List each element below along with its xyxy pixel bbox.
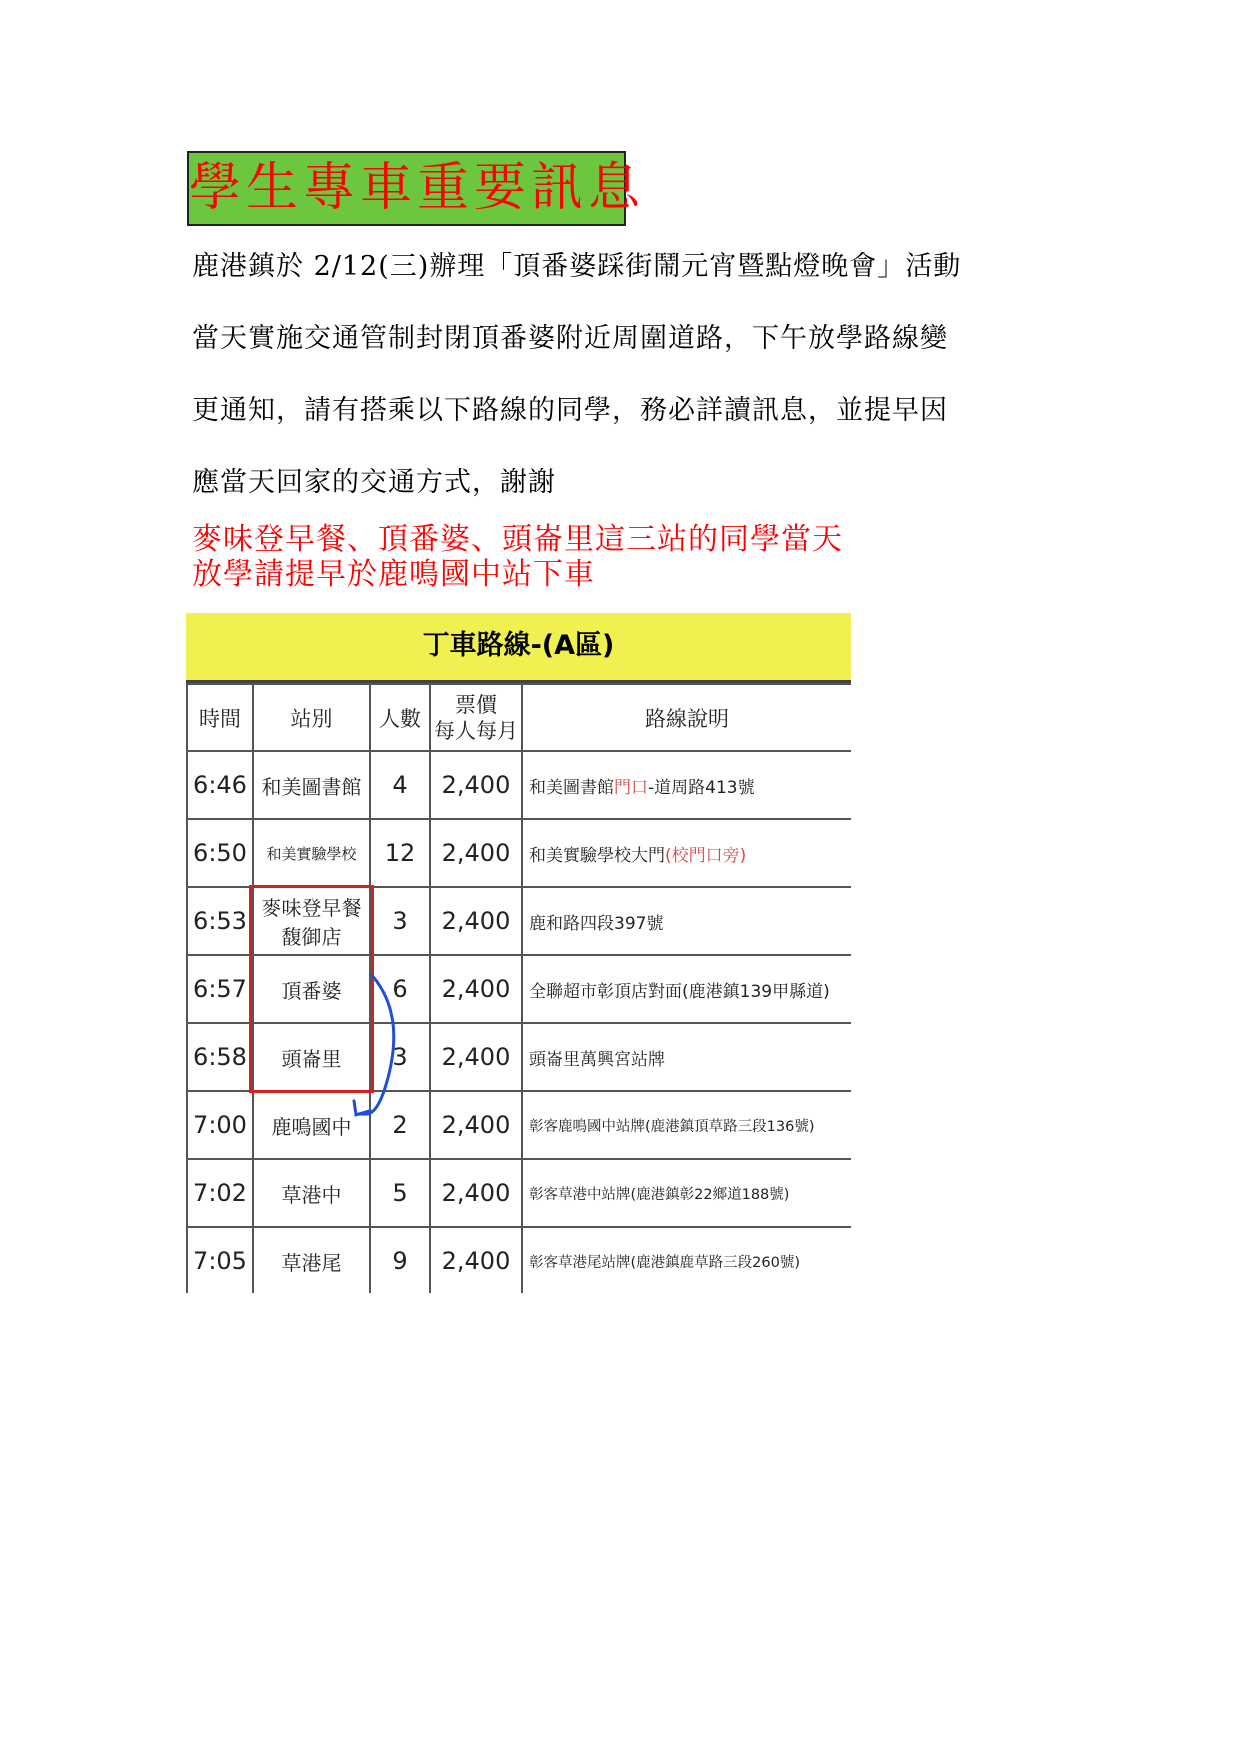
- header-fare-line2: 每人每月: [434, 718, 518, 743]
- notice-line-1: 麥味登早餐、頂番婆、頭崙里這三站的同學當天: [192, 522, 843, 557]
- header-stop: 站別: [253, 684, 370, 751]
- cell-description: [522, 819, 851, 887]
- cell-time: 6:58: [187, 1023, 253, 1091]
- cell-description: [522, 1091, 851, 1159]
- cell-fare: 2,400: [430, 751, 522, 819]
- cell-fare: 2,400: [430, 887, 522, 955]
- cell-stop: 頂番婆: [253, 955, 370, 1023]
- cell-fare: 2,400: [430, 1023, 522, 1091]
- cell-time: 6:50: [187, 819, 253, 887]
- cell-count: 3: [370, 1023, 430, 1091]
- table-row: [187, 819, 851, 887]
- header-description: 路線說明: [522, 684, 851, 751]
- cell-time: 7:00: [187, 1091, 253, 1159]
- cell-stop: 草港尾: [253, 1227, 370, 1293]
- page-title: 學生專車重要訊息: [187, 151, 626, 226]
- cell-count: 3: [370, 887, 430, 955]
- route-table-image: [186, 613, 851, 1293]
- header-time: 時間: [187, 684, 253, 751]
- table-row: [187, 1159, 851, 1227]
- cell-fare: 2,400: [430, 1227, 522, 1293]
- paragraph-line-4: 應當天回家的交通方式，謝謝: [192, 467, 556, 498]
- description-text: 和美實驗學校大門: [529, 845, 665, 866]
- cell-time: 7:05: [187, 1227, 253, 1293]
- header-fare-line1: 票價: [455, 692, 497, 717]
- cell-description: [522, 751, 851, 819]
- description-text: -道周路413號: [648, 777, 755, 798]
- table-row: [187, 887, 851, 955]
- cell-count: 9: [370, 1227, 430, 1293]
- header-count: 人數: [370, 684, 430, 751]
- cell-stop: 麥味登早餐 馥御店: [253, 887, 370, 955]
- table-row: [187, 1091, 851, 1159]
- paragraph-line-2: 當天實施交通管制封閉頂番婆附近周圍道路，下午放學路線變: [192, 323, 948, 354]
- cell-stop: 鹿鳴國中: [253, 1091, 370, 1159]
- cell-fare: 2,400: [430, 819, 522, 887]
- cell-description: [522, 1227, 851, 1293]
- cell-count: 4: [370, 751, 430, 819]
- cell-time: 6:53: [187, 887, 253, 955]
- header-fare: [430, 684, 522, 751]
- cell-count: 12: [370, 819, 430, 887]
- route-table: [186, 683, 851, 1293]
- description-text: 和美圖書館: [529, 777, 614, 798]
- cell-fare: 2,400: [430, 955, 522, 1023]
- cell-count: 6: [370, 955, 430, 1023]
- cell-stop: 和美實驗學校: [253, 819, 370, 887]
- paragraph-line-1: 鹿港鎮於 2/12(三)辦理「頂番婆踩街鬧元宵暨點燈晚會」活動: [192, 251, 962, 282]
- description-text: 彰客草港中站牌(鹿港鎮彰22鄉道188號): [529, 1186, 790, 1203]
- cell-count: 2: [370, 1091, 430, 1159]
- cell-fare: 2,400: [430, 1159, 522, 1227]
- table-row: [187, 955, 851, 1023]
- route-table-title: 丁車路線-(A區): [186, 613, 851, 683]
- cell-description: [522, 1023, 851, 1091]
- table-row: [187, 751, 851, 819]
- description-text: 彰客草港尾站牌(鹿港鎮鹿草路三段260號): [529, 1254, 800, 1271]
- cell-description: [522, 955, 851, 1023]
- cell-stop: 頭崙里: [253, 1023, 370, 1091]
- cell-description: [522, 887, 851, 955]
- description-text: 彰客鹿鳴國中站牌(鹿港鎮頂草路三段136號): [529, 1118, 815, 1135]
- route-table-header-row: [187, 684, 851, 751]
- paragraph-line-3: 更通知，請有搭乘以下路線的同學，務必詳讀訊息，並提早因: [192, 395, 948, 426]
- highlighted-text: (校門口旁): [665, 845, 747, 866]
- notice-line-2: 放學請提早於鹿鳴國中站下車: [192, 557, 595, 592]
- description-text: 全聯超市彰頂店對面(鹿港鎮139甲縣道): [529, 981, 830, 1002]
- cell-time: 6:46: [187, 751, 253, 819]
- cell-stop: 草港中: [253, 1159, 370, 1227]
- table-row: [187, 1023, 851, 1091]
- cell-time: 7:02: [187, 1159, 253, 1227]
- cell-count: 5: [370, 1159, 430, 1227]
- cell-description: [522, 1159, 851, 1227]
- cell-time: 6:57: [187, 955, 253, 1023]
- cell-fare: 2,400: [430, 1091, 522, 1159]
- cell-stop: 和美圖書館: [253, 751, 370, 819]
- highlighted-text: 門口: [614, 777, 648, 798]
- description-text: 鹿和路四段397號: [529, 913, 664, 934]
- table-row: [187, 1227, 851, 1293]
- description-text: 頭崙里萬興宮站牌: [529, 1049, 665, 1070]
